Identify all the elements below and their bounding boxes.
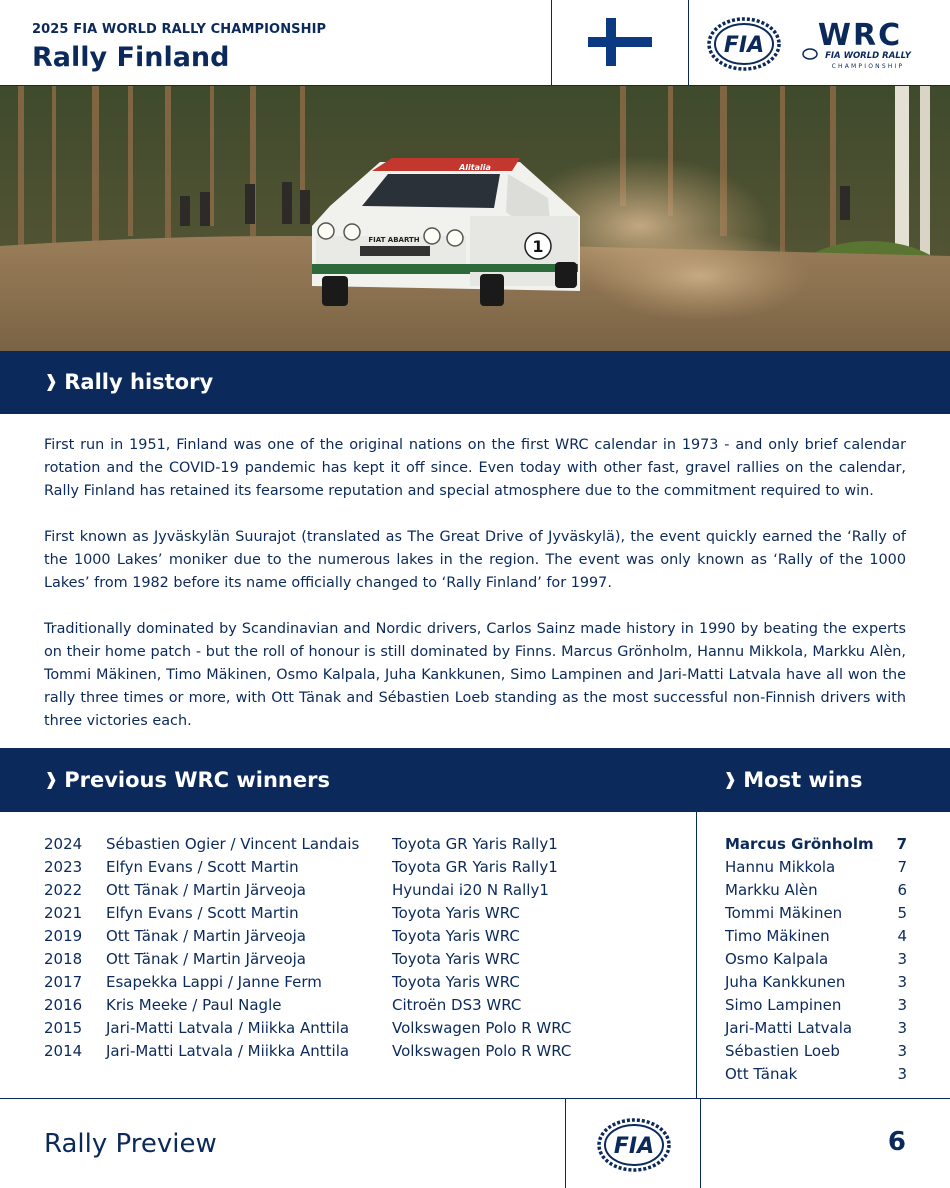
driver-name: Jari-Matti Latvala (725, 1019, 853, 1037)
winner-car: Hyundai i20 N Rally1 (392, 881, 549, 899)
car-sponsor-text: Alitalia (459, 163, 491, 172)
most-wins-divider (696, 812, 697, 1098)
winner-row (44, 994, 644, 1017)
page-footer (0, 1098, 950, 1188)
rally-history-heading (44, 370, 213, 394)
wrc-logo-line1: FIA WORLD RALLY (825, 51, 911, 61)
winner-crew: Ott Tänak / Martin Järveoja (106, 927, 306, 945)
winner-car: Volkswagen Polo R WRC (392, 1042, 572, 1060)
driver-name: Timo Mäkinen (725, 927, 830, 945)
previous-winners-table (44, 833, 644, 1063)
winner-crew: Jari-Matti Latvala / Miikka Anttila (106, 1019, 350, 1037)
most-wins-row (725, 1017, 907, 1040)
page-header (0, 0, 950, 86)
winner-car: Toyota Yaris WRC (392, 904, 520, 922)
winner-row (44, 833, 644, 856)
chevron-right-icon: ❱ (44, 770, 59, 790)
fia-logo-text: FIA (613, 1134, 655, 1159)
driver-name: Ott Tänak (725, 1065, 798, 1083)
driver-name: Juha Kankkunen (725, 973, 846, 991)
most-wins-row (725, 994, 907, 1017)
previous-winners-heading (44, 768, 330, 792)
driver-wins: 4 (897, 927, 907, 945)
most-wins-table (725, 833, 907, 1086)
hero-photo (0, 86, 950, 351)
winner-year: 2017 (44, 973, 83, 991)
most-wins-row (725, 1040, 907, 1063)
most-wins-row (725, 833, 907, 856)
winner-row (44, 1017, 644, 1040)
wrc-logo-icon (798, 18, 922, 70)
driver-name: Tommi Mäkinen (725, 904, 843, 922)
driver-name: Sébastien Loeb (725, 1042, 840, 1060)
driver-wins: 7 (897, 858, 907, 876)
driver-wins: 5 (897, 904, 907, 922)
wrc-wordmark: WRC (817, 18, 903, 53)
page-title: Rally Finland (32, 42, 230, 73)
driver-wins: 3 (897, 1042, 907, 1060)
winner-year: 2023 (44, 858, 83, 876)
driver-name: Hannu Mikkola (725, 858, 836, 876)
history-paragraph: First run in 1951, Finland was one of the original nations on the first WRC calendar in 1973 - and only brief calendar rotation and the COVID-19 pandemic has kept it off since. Even today with other fast, gravel rallies on the calendar, Rally Finland has retained its fearsome reputation and special atmosphere due to the commitment required to win. (44, 437, 906, 499)
winner-crew: Jari-Matti Latvala / Miikka Anttila (106, 1042, 350, 1060)
header-divider (551, 0, 552, 86)
winner-row (44, 925, 644, 948)
finland-flag-icon (588, 18, 652, 66)
winner-car: Toyota GR Yaris Rally1 (392, 858, 558, 876)
fia-logo-icon (596, 1117, 672, 1173)
car-number: 1 (532, 237, 544, 256)
winner-car: Citroën DS3 WRC (392, 996, 522, 1014)
winner-row (44, 971, 644, 994)
winner-crew: Kris Meeke / Paul Nagle (106, 996, 282, 1014)
header-divider (688, 0, 689, 86)
winners-bar (0, 748, 950, 812)
driver-wins: 7 (896, 835, 907, 853)
most-wins-row (725, 971, 907, 994)
history-paragraph: First known as Jyväskylän Suurajot (translated as The Great Drive of Jyväskylä), the event quickly earned the ‘Rally of the 1000 Lakes’ moniker due to the numerous lakes in the region. The event was only known as ‘Rally of the 1000 Lakes’ from 1982 before its name officially changed to ‘Rally Finland’ for 1997. (44, 529, 906, 591)
chevron-right-icon: ❱ (723, 770, 738, 790)
most-wins-row (725, 856, 907, 879)
driver-wins: 3 (897, 996, 907, 1014)
rally-history-bar (0, 351, 950, 414)
driver-name: Simo Lampinen (725, 996, 842, 1014)
driver-wins: 3 (897, 1019, 907, 1037)
most-wins-row (725, 925, 907, 948)
driver-name: Osmo Kalpala (725, 950, 829, 968)
winner-year: 2014 (44, 1042, 83, 1060)
winner-crew: Elfyn Evans / Scott Martin (106, 904, 299, 922)
most-wins-row (725, 948, 907, 971)
winner-year: 2021 (44, 904, 83, 922)
winner-car: Toyota Yaris WRC (392, 950, 520, 968)
most-wins-title: Most wins (743, 768, 863, 792)
winner-year: 2024 (44, 835, 83, 853)
winner-year: 2016 (44, 996, 83, 1014)
winner-year: 2018 (44, 950, 83, 968)
winner-year: 2019 (44, 927, 83, 945)
page-number: 6 (887, 1127, 906, 1157)
fia-logo-icon (706, 16, 782, 72)
winner-crew: Sébastien Ogier / Vincent Landais (106, 835, 360, 853)
winner-crew: Esapekka Lappi / Janne Ferm (106, 973, 322, 991)
winner-row (44, 948, 644, 971)
driver-wins: 3 (897, 950, 907, 968)
winner-car: Toyota GR Yaris Rally1 (392, 835, 558, 853)
most-wins-row (725, 1063, 907, 1086)
winner-car: Volkswagen Polo R WRC (392, 1019, 572, 1037)
winner-row (44, 856, 644, 879)
winner-car: Toyota Yaris WRC (392, 973, 520, 991)
fia-logo-text: FIA (723, 33, 765, 58)
previous-winners-title: Previous WRC winners (64, 768, 330, 792)
driver-wins: 6 (897, 881, 907, 899)
winner-crew: Elfyn Evans / Scott Martin (106, 858, 299, 876)
rally-history-title: Rally history (64, 370, 214, 394)
winner-row (44, 902, 644, 925)
winner-year: 2015 (44, 1019, 83, 1037)
winner-crew: Ott Tänak / Martin Järveoja (106, 881, 306, 899)
driver-name: Markku Alèn (725, 881, 818, 899)
most-wins-row (725, 902, 907, 925)
history-paragraph: Traditionally dominated by Scandinavian and Nordic drivers, Carlos Sainz made history in 1990 by beating the experts on their home patch - but the roll of honour is still dominated by Finns. Marcus Grönholm, Hannu Mikkola, Markku Alèn, Tommi Mäkinen, Timo Mäkinen, Osmo Kalpala, Juha Kankkunen, Simo Lampinen and Jari-Matti Latvala have all won the rally three times or more, with Ott Tänak and Sébastien Loeb standing as the most successful non-Finnish drivers with three victories each. (44, 621, 906, 729)
driver-name: Marcus Grönholm (725, 835, 874, 853)
driver-wins: 3 (897, 973, 907, 991)
most-wins-heading (723, 768, 862, 792)
rally-history-text (44, 434, 906, 756)
winner-row (44, 1040, 644, 1063)
car-livery-text: FIAT ABARTH (368, 236, 420, 244)
wrc-logo-line2: CHAMPIONSHIP (831, 63, 905, 70)
footer-divider (565, 1099, 566, 1188)
chevron-right-icon: ❱ (44, 372, 59, 392)
driver-wins: 3 (897, 1065, 907, 1083)
championship-label: 2025 FIA WORLD RALLY CHAMPIONSHIP (32, 22, 327, 37)
footer-title: Rally Preview (44, 1129, 217, 1159)
most-wins-row (725, 879, 907, 902)
rally-car-illustration (0, 86, 950, 351)
winner-row (44, 879, 644, 902)
winner-year: 2022 (44, 881, 83, 899)
footer-divider (700, 1099, 701, 1188)
winner-car: Toyota Yaris WRC (392, 927, 520, 945)
winner-crew: Ott Tänak / Martin Järveoja (106, 950, 306, 968)
